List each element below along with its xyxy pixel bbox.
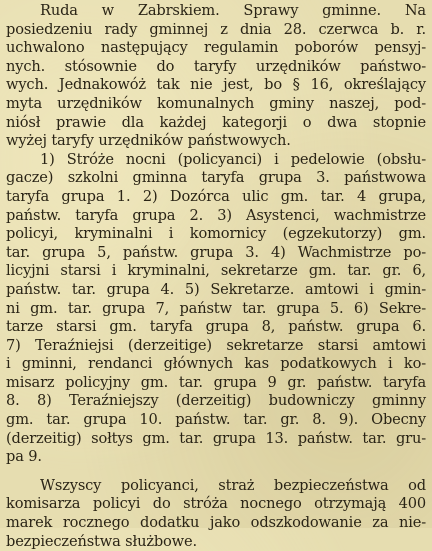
text-line: i gminni, rendanci głównych kas podatkowych i ko- — [6, 355, 426, 373]
text-line: taryfa grupa 1. 2) Dozórca ulic gm. tar. 4 grupa, — [6, 187, 426, 205]
text-line: bezpieczeństwa służbowe. — [6, 532, 198, 550]
text-line: policyi, kryminalni i komornicy (egzekutorzy) gm. — [6, 225, 426, 243]
text-line: tarze starsi gm. taryfa grupa 8, państw. grupa 6. — [6, 318, 426, 336]
text-line: licyjni starsi i kryminalni, sekretarze gm. tar. gr. 6, — [6, 262, 426, 280]
text-line: państw. taryfa grupa 2. 3) Asystenci, wachmistrze — [6, 206, 426, 224]
text-line: gacze) szkolni gminna taryfa grupa 3. państwowa — [6, 169, 426, 187]
text-line: tar. grupa 5, państw. grupa 3. 4) Wachmistrze po- — [6, 243, 426, 261]
text-line: gm. tar. grupa 10. państw. tar. gr. 8. 9). Obecny — [6, 411, 426, 429]
text-line: (derzeitig) sołtys gm. tar. grupa 13. państw. tar. gru- — [6, 429, 426, 447]
text-line: pa 9. — [6, 448, 42, 466]
text-line: Wszyscy policyanci, straż bezpieczeństwa od — [40, 476, 426, 494]
text-line: Ruda w Zabrskiem. Sprawy gminne. Na — [40, 2, 426, 19]
text-line: wych. Jednakowóż tak nie jest, bo § 16, określający — [6, 76, 426, 94]
text-line: posiedzeniu rady gminnej z dnia 28. czerwca b. r. — [6, 20, 426, 38]
paragraph-2 — [6, 151, 426, 467]
text-line: 1) Stróże nocni (policyanci) i pedelowie (obsłu- — [40, 150, 426, 168]
text-line: ni gm. tar. grupa 7, państw tar. grupa 5. 6) Sekre- — [6, 299, 426, 317]
text-line: misarz policyjny gm. tar. grupa 9 gr. państw. taryfa — [6, 373, 426, 391]
text-line: komisarza policyi do stróża nocnego otrzymają 400 — [6, 495, 426, 513]
text-line: niósł prawie dla każdej kategorji o dwa stopnie — [6, 113, 426, 131]
paragraph-3 — [6, 477, 426, 551]
text-line: państw. tar. grupa 4. 5) Sekretarze. amtowi i gmin- — [6, 280, 426, 298]
text-line: 8. 8) Teraźniejszy (derzeitig) budowniczy gminny — [6, 392, 426, 410]
text-line: marek rocznego dodatku jako odszkodowanie za nie- — [6, 514, 426, 532]
text-line: myta urzędników komunalnych gminy naszej, pod- — [6, 94, 426, 112]
text-line: uchwalono następujący regulamin poborów pensyj- — [6, 39, 426, 57]
paragraph-gap — [6, 467, 426, 477]
text-line: 7) Teraźniejsi (derzeitige) sekretarze starsi amtowi — [6, 336, 426, 354]
paragraph-1 — [6, 2, 426, 151]
text-line: nych. stósownie do taryfy urzędników państwo- — [6, 57, 426, 75]
text-line: wyżej taryfy urzędników państwowych. — [6, 132, 291, 150]
